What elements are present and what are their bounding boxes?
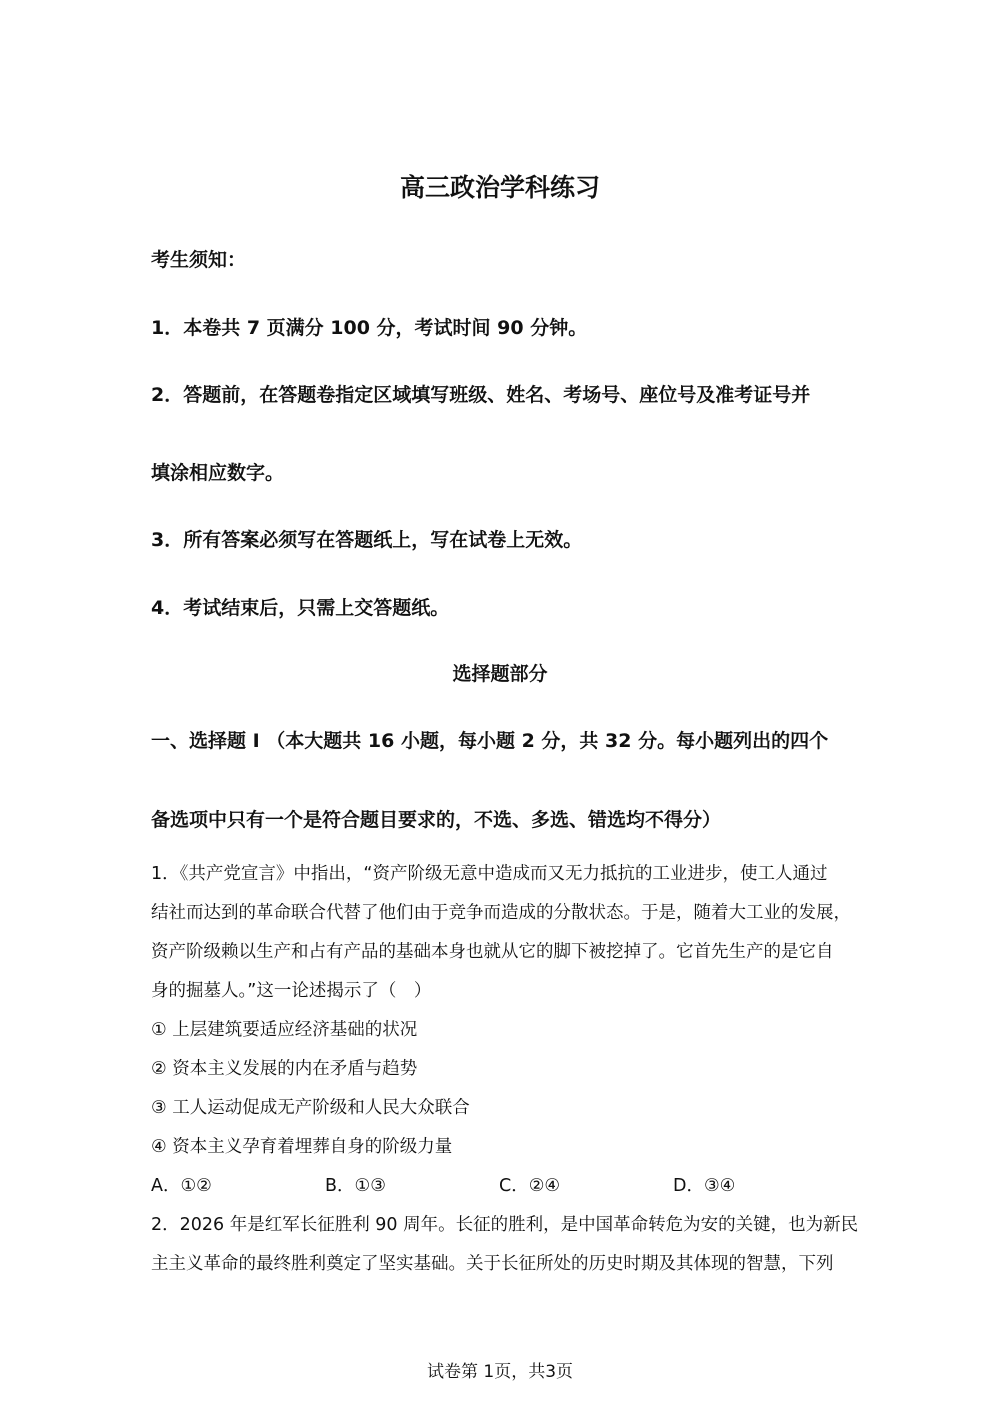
q1-option-c[interactable]: C．②④ [499,1176,561,1196]
q1-line-2: 结社而达到的革命联合代替了他们由于竞争而造成的分散状态。于是，随着大工业的发展， [151,903,851,923]
q1-option-a[interactable]: A．①② [151,1176,212,1196]
notice-item-4: 4．考试结束后，只需上交答题纸。 [151,597,450,619]
page-title: 高三政治学科练习 [399,173,600,202]
q1-option-b[interactable]: B．①③ [325,1176,386,1196]
q2-line-1: 2．2026 年是红军长征胜利 90 周年。长征的胜利，是中国革命转危为安的关键，也为新民 [151,1215,859,1235]
q1-statement-2: ② 资本主义发展的内在矛盾与趋势 [151,1059,418,1079]
q1-option-d[interactable]: D．③④ [673,1176,736,1196]
part-one-instructions-1: 一、选择题 I （本大题共 16 小题，每小题 2 分，共 32 分。每小题列出的四个 [151,730,829,752]
q1-line-4: 身的掘墓人。”这一论述揭示了（ ） [151,981,432,1001]
part-one-instructions-2: 备选项中只有一个是符合题目要求的，不选、多选、错选均不得分） [151,809,722,831]
notice-item-1: 1．本卷共 7 页满分 100 分，考试时间 90 分钟。 [151,317,588,339]
q1-statement-1: ① 上层建筑要适应经济基础的状况 [151,1020,418,1040]
q1-statement-4: ④ 资本主义孕育着埋葬自身的阶级力量 [151,1137,453,1157]
q2-line-2: 主主义革命的最终胜利奠定了坚实基础。关于长征所处的历史时期及其体现的智慧，下列 [151,1254,834,1274]
q1-options [151,1172,851,1197]
notice-item-2: 2．答题前，在答题卷指定区域填写班级、姓名、考场号、座位号及准考证号并 [151,384,811,406]
section-title: 选择题部分 [452,663,548,685]
q1-statement-3: ③ 工人运动促成无产阶级和人民大众联合 [151,1098,470,1118]
notice-item-3: 3．所有答案必须写在答题纸上，写在试卷上无效。 [151,529,583,551]
notice-item-2-cont: 填涂相应数字。 [151,462,285,484]
q1-line-1: 1．《共产党宣言》中指出，“资产阶级无意中造成而又无力抵抗的工业进步，使工人通过 [151,864,828,884]
notice-heading: 考生须知： [151,249,247,271]
page-footer: 试卷第 1页，共3页 [426,1362,574,1382]
q1-line-3: 资产阶级赖以生产和占有产品的基础本身也就从它的脚下被挖掉了。它首先生产的是它自 [151,942,834,962]
